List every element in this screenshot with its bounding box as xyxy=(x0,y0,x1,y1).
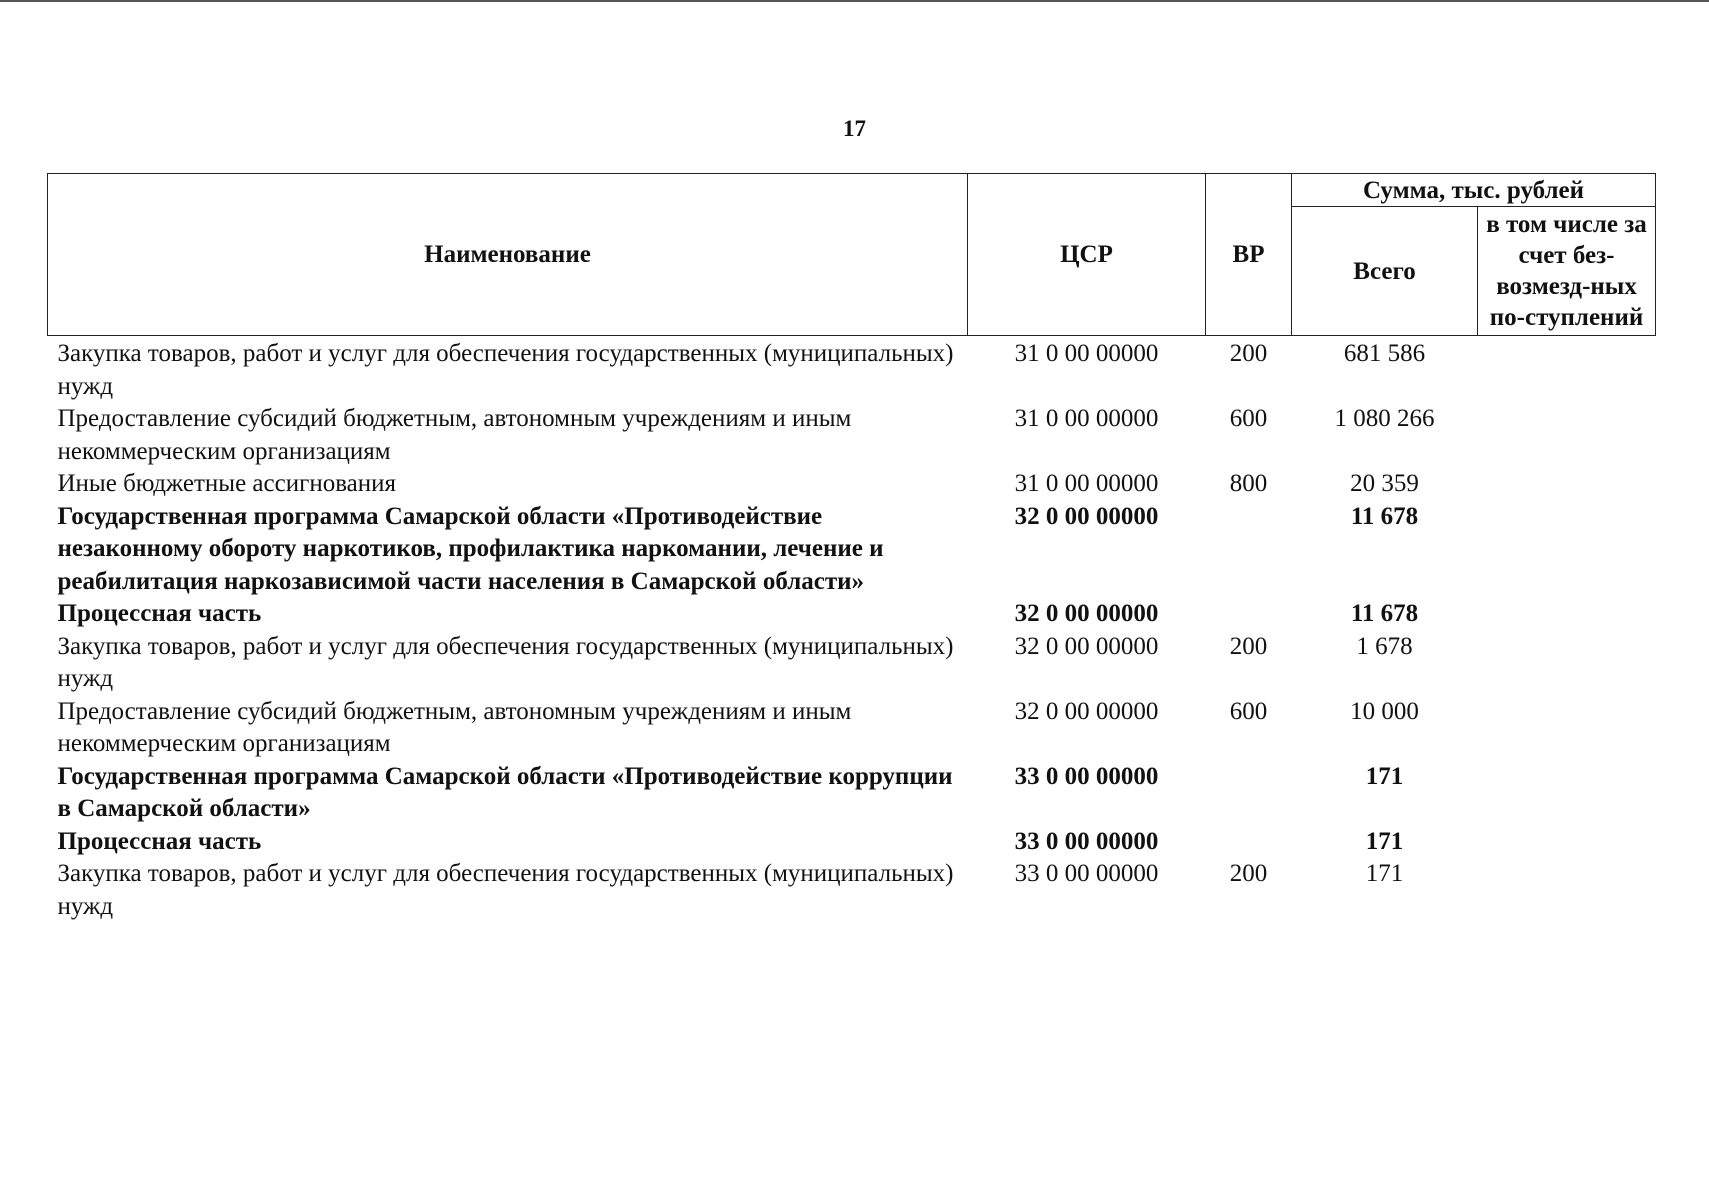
table-row xyxy=(48,858,1656,923)
table-row xyxy=(48,631,1656,696)
table-header xyxy=(48,174,1656,336)
row-including xyxy=(1478,631,1656,696)
row-name: Закупка товаров, работ и услуг для обеспечения государственных (муниципальных) нужд xyxy=(57,340,954,400)
row-total: 11 678 xyxy=(1350,502,1419,530)
row-including xyxy=(1478,826,1656,859)
header-sum-group: Сумма, тыс. рублей xyxy=(1292,174,1656,207)
table-row xyxy=(48,598,1656,631)
budget-table xyxy=(47,173,1656,923)
row-csr: 33 0 00 00000 xyxy=(1014,860,1159,887)
row-vr: 200 xyxy=(1229,340,1268,367)
row-vr: 200 xyxy=(1229,632,1268,660)
row-vr: 600 xyxy=(1229,697,1268,725)
row-including xyxy=(1478,501,1656,599)
row-csr: 31 0 00 00000 xyxy=(1014,340,1159,367)
row-vr xyxy=(1206,598,1292,631)
row-vr: 200 xyxy=(1229,860,1268,887)
row-csr: 31 0 00 00000 xyxy=(1014,470,1159,497)
table-row xyxy=(48,336,1656,404)
row-name: Иные бюджетные ассигнования xyxy=(57,470,397,497)
header-total: Всего xyxy=(1292,207,1478,336)
row-csr: 33 0 00 00000 xyxy=(1014,827,1159,855)
row-vr: 600 xyxy=(1229,405,1268,432)
row-name: Государственная программа Самарской области «Противодействие коррупции в Самарской области» xyxy=(57,762,953,822)
row-csr: 32 0 00 00000 xyxy=(1014,697,1159,725)
row-total: 681 586 xyxy=(1343,340,1426,367)
budget-table-container xyxy=(47,173,1655,923)
row-including xyxy=(1478,403,1656,468)
row-including xyxy=(1478,336,1656,404)
row-including xyxy=(1478,858,1656,923)
header-csr: ЦСР xyxy=(968,174,1206,336)
row-vr xyxy=(1206,501,1292,599)
table-row xyxy=(48,501,1656,599)
table-row xyxy=(48,761,1656,826)
row-vr xyxy=(1206,826,1292,859)
table-row xyxy=(48,468,1656,501)
row-csr: 32 0 00 00000 xyxy=(1014,632,1159,660)
row-vr xyxy=(1206,761,1292,826)
row-csr: 33 0 00 00000 xyxy=(1014,762,1159,790)
header-vr: ВР xyxy=(1206,174,1292,336)
row-csr: 32 0 00 00000 xyxy=(1014,600,1159,627)
row-csr: 32 0 00 00000 xyxy=(1014,502,1159,530)
page-number: 17 xyxy=(843,116,866,141)
row-total: 11 678 xyxy=(1350,600,1419,627)
row-total: 20 359 xyxy=(1350,470,1419,497)
header-name: Наименование xyxy=(48,174,968,336)
table-row xyxy=(48,403,1656,468)
row-total: 171 xyxy=(1365,827,1404,855)
table-row xyxy=(48,826,1656,859)
row-total: 1 678 xyxy=(1356,632,1413,660)
row-including xyxy=(1478,696,1656,761)
row-name: Закупка товаров, работ и услуг для обеспечения государственных (муниципальных) нужд xyxy=(57,860,954,920)
top-rule xyxy=(0,0,1709,2)
row-name: Процессная часть xyxy=(57,827,262,855)
row-including xyxy=(1478,761,1656,826)
row-name: Закупка товаров, работ и услуг для обеспечения государственных (муниципальных) нужд xyxy=(57,632,954,692)
row-total: 171 xyxy=(1365,762,1404,790)
row-total: 10 000 xyxy=(1350,697,1419,725)
row-name: Предоставление субсидий бюджетным, автономным учреждениям и иным некоммерческим организациям xyxy=(57,697,852,757)
table-row xyxy=(48,696,1656,761)
row-name: Государственная программа Самарской области «Противодействие незаконному обороту наркотиков, профилактика наркомании, лечение и реабилитация наркозависимой части населения в Самарской области» xyxy=(57,502,884,595)
header-including: в том числе за счет без-возмезд-ных по-ступлений xyxy=(1478,207,1656,336)
row-including xyxy=(1478,468,1656,501)
row-including xyxy=(1478,598,1656,631)
row-total: 171 xyxy=(1365,860,1404,887)
row-name: Предоставление субсидий бюджетным, автономным учреждениям и иным некоммерческим организациям xyxy=(57,405,852,465)
table-body xyxy=(48,336,1656,924)
row-csr: 31 0 00 00000 xyxy=(1014,405,1159,432)
row-vr: 800 xyxy=(1229,470,1268,497)
row-name: Процессная часть xyxy=(57,600,262,627)
row-total: 1 080 266 xyxy=(1334,405,1435,432)
